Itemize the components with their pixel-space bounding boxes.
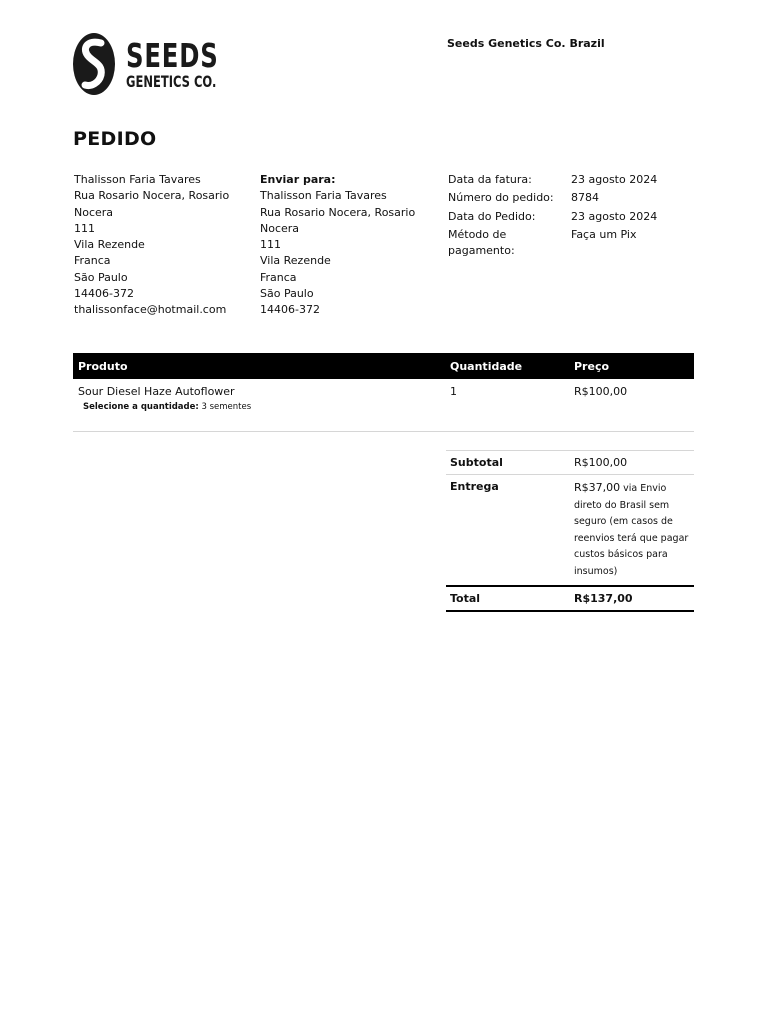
billing-line: Rua Rosario Nocera, Rosario (74, 189, 230, 203)
billing-address (74, 172, 244, 319)
billing-email: thalissonface@hotmail.com (74, 303, 227, 317)
items-table (73, 353, 694, 432)
total-label: Total (446, 586, 570, 611)
page-title: PEDIDO (73, 128, 157, 150)
total-value: R$137,00 (570, 586, 694, 611)
billing-line: 111 (74, 221, 95, 235)
col-header-product: Produto (73, 353, 445, 379)
shipping-line: Franca (260, 270, 297, 284)
shipping-line: Thalisson Faria Tavares (260, 189, 387, 203)
subtotal-value: R$100,00 (570, 451, 694, 475)
col-header-quantity: Quantidade (445, 353, 569, 379)
shipping-address (260, 172, 430, 319)
meta-label: Número do pedido: (448, 191, 554, 205)
shipping-note: via Envio direto do Brasil sem seguro (em casos de reenvios terá que pagar custos básicos para insumos) (574, 483, 689, 577)
meta-label: Data da fatura: (448, 173, 532, 186)
billing-line: São Paulo (74, 270, 128, 284)
meta-label: Método de pagamento: (448, 227, 515, 258)
order-number-row (448, 190, 657, 206)
shipping-line: São Paulo (260, 287, 314, 301)
meta-value: 8784 (571, 191, 599, 205)
order-date-row (448, 209, 657, 225)
subtotal-label: Subtotal (446, 451, 570, 475)
meta-value: 23 agosto 2024 (571, 209, 658, 223)
company-logo (73, 33, 251, 95)
payment-method-row (448, 227, 657, 260)
shipping-heading: Enviar para: (260, 173, 336, 186)
meta-label: Data do Pedido: (448, 209, 536, 223)
shipping-line: 14406-372 (260, 303, 320, 317)
shipping-line: Nocera (260, 221, 300, 235)
col-header-price: Preço (569, 353, 694, 379)
shipping-line: 111 (260, 238, 281, 252)
shipping-value: R$37,00 (574, 481, 621, 494)
shipping-line: Rua Rosario Nocera, Rosario (260, 205, 416, 219)
option-value: 3 sementes (201, 402, 252, 412)
items-header-row (73, 353, 694, 379)
meta-value: 23 agosto 2024 (571, 173, 658, 186)
order-meta (448, 172, 657, 261)
shipping-row (446, 475, 694, 587)
billing-line: Franca (74, 254, 111, 268)
shipping-line: Vila Rezende (260, 254, 331, 268)
price-cell: R$100,00 (569, 379, 694, 432)
billing-line: Nocera (74, 205, 114, 219)
product-cell (73, 379, 445, 432)
company-name: Seeds Genetics Co. Brazil (447, 37, 605, 50)
logo-wordmark: SEEDS (126, 35, 219, 75)
billing-line: 14406-372 (74, 287, 134, 301)
seeds-logo-icon (73, 33, 115, 95)
quantity-cell: 1 (445, 379, 569, 432)
product-option (83, 402, 440, 412)
subtotal-row (446, 451, 694, 475)
shipping-label: Entrega (446, 475, 570, 587)
billing-line: Vila Rezende (74, 238, 145, 252)
totals-table (446, 450, 694, 612)
meta-value: Faça um Pix (571, 227, 637, 241)
option-label: Selecione a quantidade: (83, 402, 199, 412)
logo-subtitle: GENETICS CO. (126, 71, 217, 91)
table-row (73, 379, 694, 432)
total-row (446, 586, 694, 611)
shipping-value-cell (570, 475, 694, 587)
product-name: Sour Diesel Haze Autoflower (78, 385, 235, 398)
invoice-date-row (448, 172, 657, 188)
billing-line: Thalisson Faria Tavares (74, 173, 201, 186)
